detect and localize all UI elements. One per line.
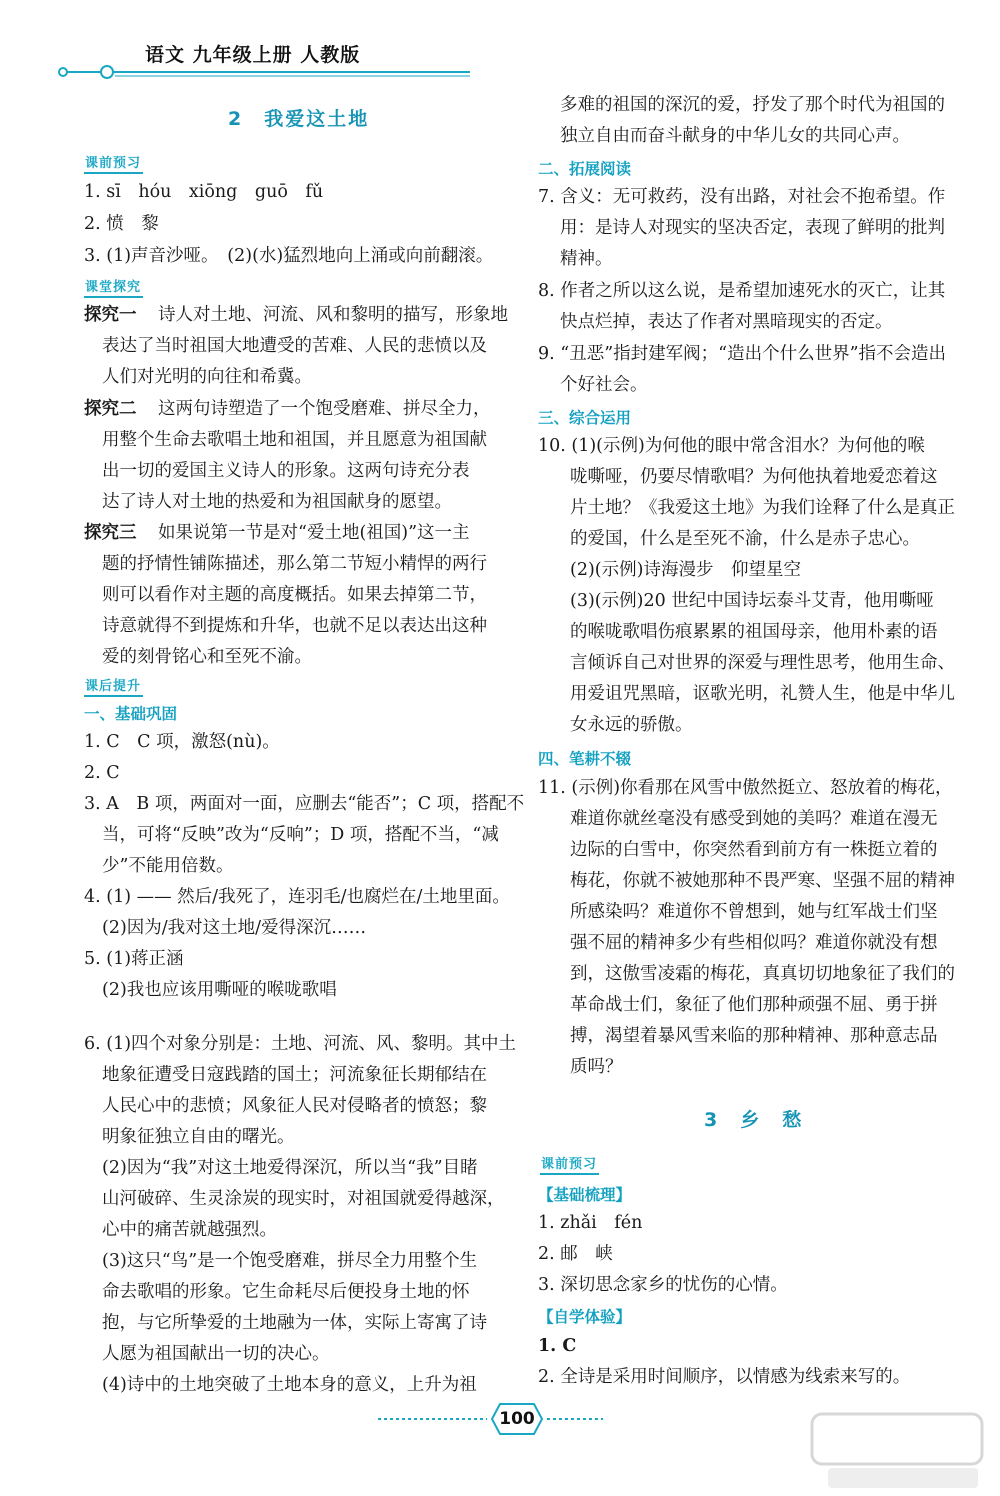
lesson-2-title: 2 我爱这土地 [228,108,370,130]
apply-line: 的爱国，什么是至死不渝，什么是赤子忠心。 [570,529,920,549]
tag-preview-3: 课前预习 [540,1153,599,1175]
page-header [0,0,1000,90]
bracket-self: 【自学体验】 [538,1308,632,1326]
explore-1-line: 人们对光明的向往和希冀。 [102,367,312,387]
apply-line: 言倾诉自己对世界的深爱与理性思考，他用生命、 [570,653,955,673]
preview-line: 2. 愤 黎 [84,214,159,234]
apply-line: 女永远的骄傲。 [570,715,693,735]
basic3-line: 3. 深切思念家乡的忧伤的心情。 [538,1275,788,1295]
section-basic: 一、基础巩固 [84,705,178,723]
explore-2-line: 用整个生命去歌唱土地和祖国，并且愿意为祖国献 [102,430,487,450]
write-line: 质吗？ [570,1057,623,1077]
continued-line: 独立自由而奋斗献身的中华儿女的共同心声。 [560,126,910,146]
write-line: 所感染吗？难道你不曾想到，她与红军战士们坚 [570,902,938,922]
tag-after-class: 课后提升 [84,675,143,697]
basic-line: 当，可将“反映”改为“反响”；D 项，搭配不当，“减 [102,825,499,845]
preview-line: 3. (1)声音沙哑。 (2)(水)猛烈地向上涌或向前翻滚。 [84,246,494,266]
write-line: 到，这傲雪凌霜的梅花，真真切切地象征了我们的 [570,964,955,984]
explore-2-label: 探究二 [84,399,137,419]
write-line: 边际的白雪中，你突然看到前方有一株挺立着的 [570,840,938,860]
page-number: 100 [499,1409,535,1429]
apply-line: 片土地？《我爱这土地》为我们诠释了什么是真正 [570,498,955,518]
basic-line: 4. (1) —— 然后/我死了，连羽毛/也腐烂在/土地里面。 [84,887,510,907]
apply-line: (2)(示例)诗海漫步 仰望星空 [570,560,801,580]
write-line: 革命战士们，象征了他们那种顽强不屈、勇于拼 [570,995,938,1015]
explore-3-line: 则可以看作对主题的高度概括。如果去掉第二节， [102,585,487,605]
explore-3-line: 爱的刻骨铭心和至死不渝。 [102,647,312,667]
explore-2-line: 出一切的爱国主义诗人的形象。这两句诗充分表 [102,461,470,481]
book-title: 语文 九年级上册 人教版 [145,44,361,66]
preview-line: 1. sī hóu xiōng guō fǔ [84,182,324,202]
explore-1-label: 探究一 [84,305,137,325]
tag-preview: 课前预习 [84,152,143,174]
extend-line: 用：是诗人对现实的坚决否定，表现了鲜明的批判 [560,218,945,238]
basic-line: 命去歌唱的形象。它生命耗尽后便投身土地的怀 [102,1282,470,1302]
watermark-logo [808,1410,988,1490]
basic3-line: 1. zhǎi fén [538,1213,643,1233]
basic-line: 3. A B 项，两面对一面，应删去“能否”；C 项，搭配不 [84,794,525,814]
write-line: 梅花，你就不被她那种不畏严寒、坚强不屈的精神 [570,871,955,891]
write-line: 搏，渴望着暴风雪来临的那种精神、那种意志品 [570,1026,938,1046]
basic3-line: 2. 邮 峡 [538,1244,613,1264]
extend-line: 9. “丑恶”指封建军阀；“造出个什么世界”指不会造出 [538,344,947,364]
bracket-basic: 【基础梳理】 [538,1186,632,1204]
apply-line: 用爱诅咒黑暗，讴歌光明，礼赞人生，他是中华儿 [570,684,955,704]
basic-line: 少”不能用倍数。 [102,856,234,876]
extend-line: 快点烂掉，表达了作者对黑暗现实的否定。 [560,312,893,332]
basic-line: 5. (1)蒋正涵 [84,949,184,969]
explore-2-line: 达了诗人对土地的热爱和为祖国献身的愿望。 [102,492,452,512]
basic-line: 人愿为祖国献出一切的决心。 [102,1344,330,1364]
extend-line: 精神。 [560,249,613,269]
section-write: 四、笔耕不辍 [538,750,632,768]
apply-line: 咙嘶哑，仍要尽情歌唱？为何他执着地爱恋着这 [570,467,938,487]
explore-1-line: 诗人对土地、河流、风和黎明的描写，形象地 [158,305,508,325]
basic-line: (3)这只“鸟”是一个饱受磨难，拼尽全力用整个生 [102,1251,478,1271]
extend-line: 7. 含义：无可救药，没有出路，对社会不抱希望。作 [538,187,946,207]
basic-line: (2)我也应该用嘶哑的喉咙歌唱 [102,980,337,1000]
basic-line: 1. C C 项，激怒(nù)。 [84,732,280,752]
explore-3-line: 如果说第一节是对“爱土地(祖国)”这一主 [158,523,470,543]
basic-line: 抱，与它所挚爱的土地融为一体，实际上寄寓了诗 [102,1313,487,1333]
basic-line: 地象征遭受日寇践踏的国土；河流象征长期郁结在 [102,1065,487,1085]
apply-line: 10. (1)(示例)为何他的眼中常含泪水？为何他的喉 [538,436,925,456]
write-line: 难道你就丝毫没有感受到她的美吗？难道在漫无 [570,809,938,829]
apply-line: (3)(示例)20 世纪中国诗坛泰斗艾青，他用嘶哑 [570,591,934,611]
write-line: 11. (示例)你看那在风雪中傲然挺立、怒放着的梅花， [538,778,953,798]
basic-line: 心中的痛苦就越强烈。 [102,1220,277,1240]
write-line: 强不屈的精神多少有些相似吗？难道你就没有想 [570,933,938,953]
basic-line: 人民心中的悲愤；风象征人民对侵略者的愤怒；黎 [102,1096,487,1116]
basic-line: 山河破碎、生灵涂炭的现实时，对祖国就爱得越深， [102,1189,505,1209]
self-line: 1. C [538,1336,577,1356]
basic-line: (2)因为/我对这土地/爱得深沉…… [102,918,367,938]
basic-line: 6. (1)四个对象分别是：土地、河流、风、黎明。其中土 [84,1034,517,1054]
tag-explore: 课堂探究 [84,276,143,298]
explore-1-line: 表达了当时祖国大地遭受的苦难、人民的悲愤以及 [102,336,487,356]
extend-line: 8. 作者之所以这么说，是希望加速死水的灭亡，让其 [538,281,946,301]
self-line: 2. 全诗是采用时间顺序，以情感为线索来写的。 [538,1367,911,1387]
basic-line: 2. C [84,763,120,783]
extend-line: 个好社会。 [560,375,648,395]
explore-2-line: 这两句诗塑造了一个饱受磨难、拼尽全力， [158,399,491,419]
basic-line: 明象征独立自由的曙光。 [102,1127,295,1147]
lesson-3-title: 3 乡 愁 [704,1109,804,1131]
continued-line: 多难的祖国的深沉的爱，抒发了那个时代为祖国的 [560,95,945,115]
explore-3-label: 探究三 [84,523,137,543]
section-apply: 三、综合运用 [538,409,632,427]
basic-line: (2)因为“我”对这土地爱得深沉，所以当“我”目睹 [102,1158,478,1178]
section-extend: 二、拓展阅读 [538,160,632,178]
apply-line: 的喉咙歌唱伤痕累累的祖国母亲，他用朴素的语 [570,622,938,642]
explore-3-line: 题的抒情性铺陈描述，那么第二节短小精悍的两行 [102,554,487,574]
basic-line: (4)诗中的土地突破了土地本身的意义，上升为祖 [102,1375,477,1395]
explore-3-line: 诗意就得不到提炼和升华，也就不足以表达出这种 [102,616,487,636]
